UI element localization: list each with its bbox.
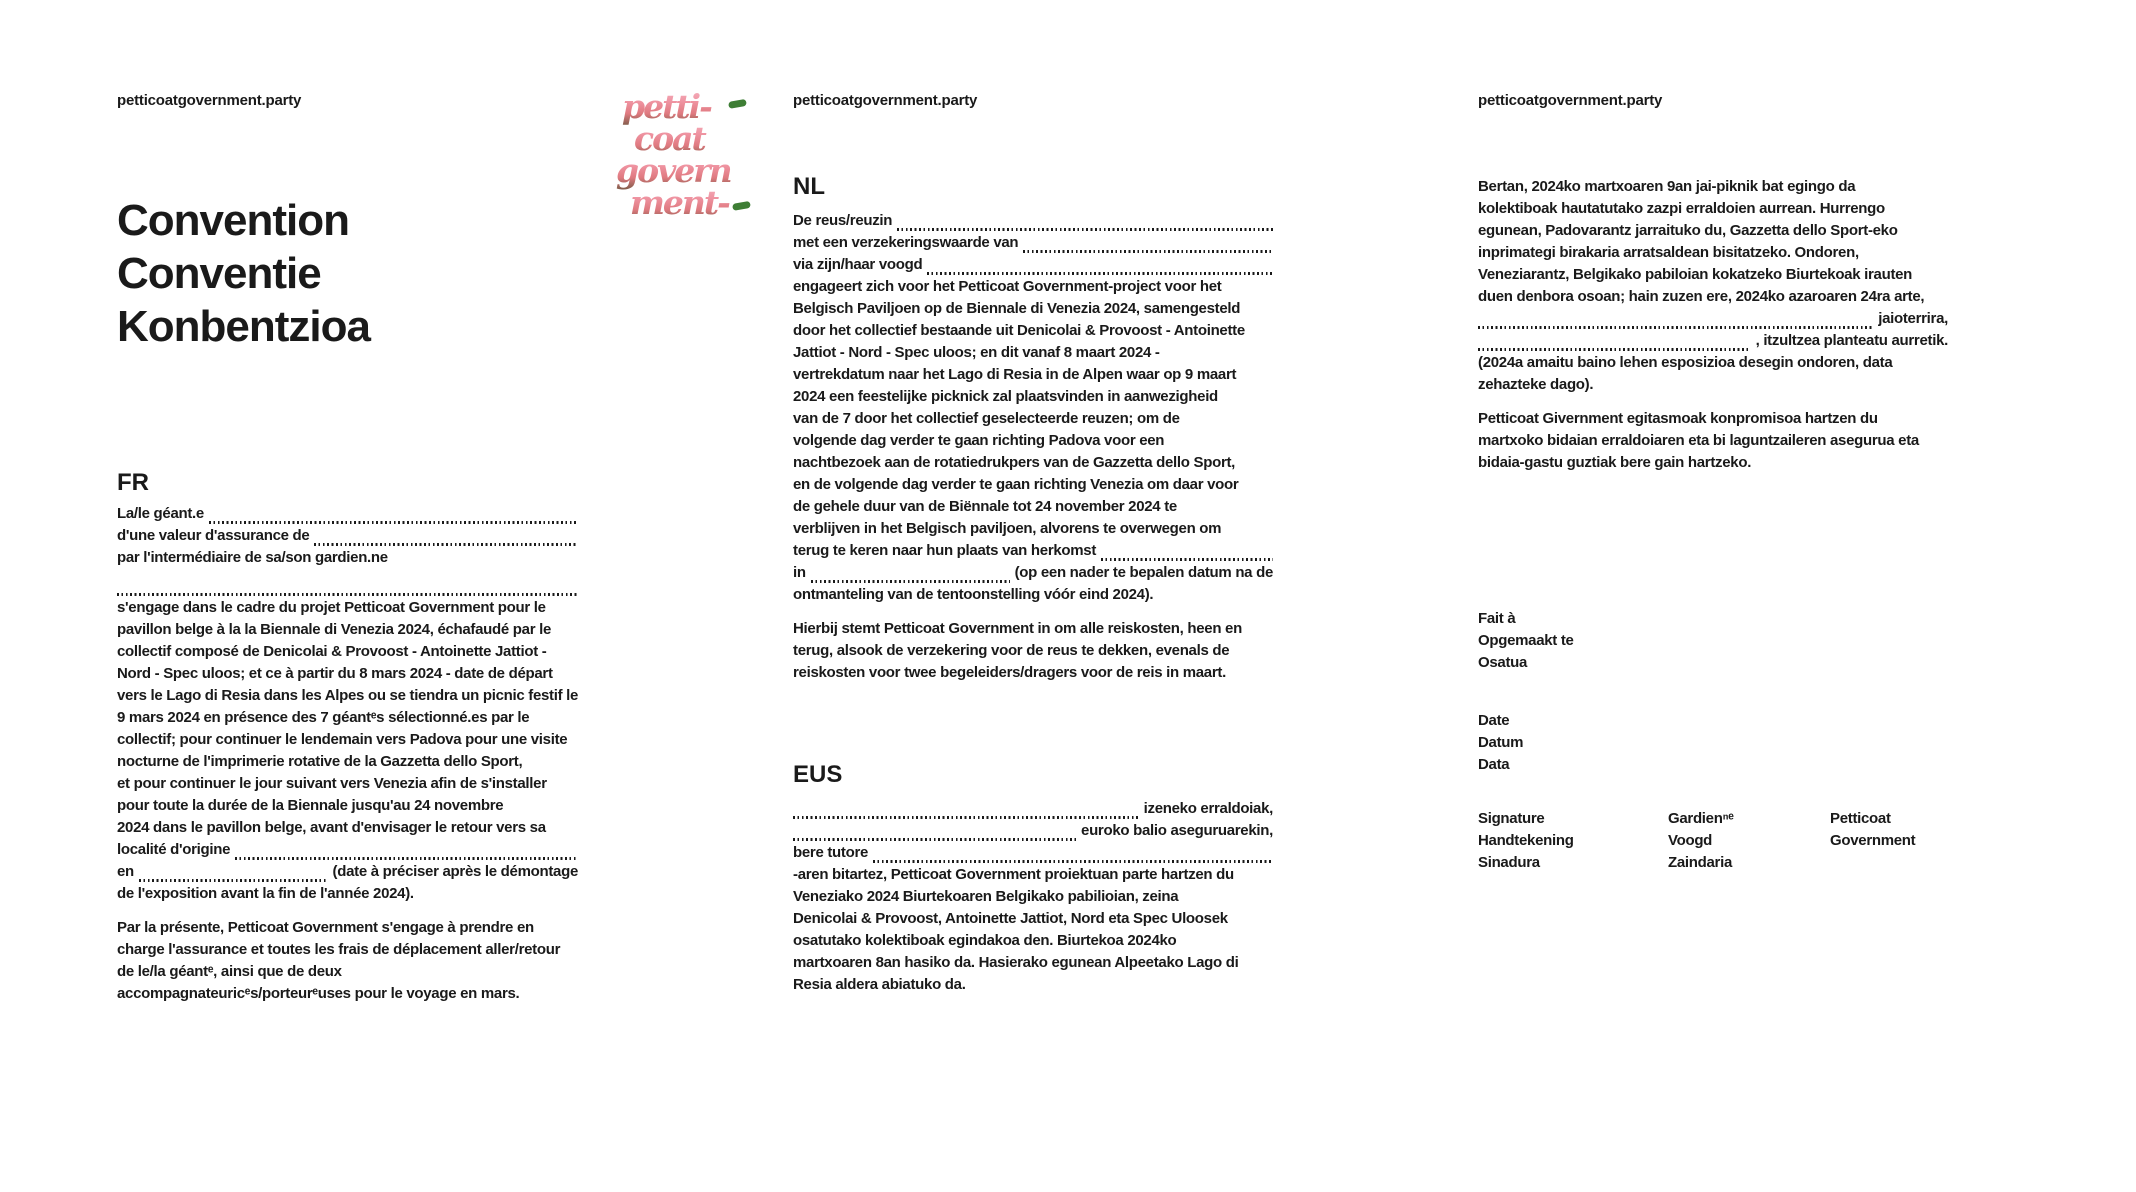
line-text: engageert zich voor het Petticoat Government-project voor het [793, 278, 1222, 295]
text-line [793, 300, 1273, 322]
dotted-leader [1101, 558, 1273, 560]
line-text: d'une valeur d'assurance de [117, 527, 310, 544]
dotted-leader [235, 857, 578, 859]
line-text: van de 7 door het collectief geselecteerde reuzen; om de [793, 410, 1180, 427]
text-line [1478, 454, 1948, 476]
line-text: Bertan, 2024ko martxoaren 9an jai-piknik bat egingo da [1478, 178, 1856, 195]
text-line [1478, 654, 1948, 676]
dotted-leader [897, 228, 1273, 230]
text-line [793, 322, 1273, 344]
line-text: vertrekdatum naar het Lago di Resia in de Alpen waar op 9 maart [793, 366, 1237, 383]
line-text: 2024 dans le pavillon belge, avant d'envisager le retour vers sa [117, 819, 546, 836]
text-line [793, 520, 1273, 542]
line-text: bidaia-gastu guztiak bere gain hartzeko. [1478, 454, 1752, 471]
eus-paragraph-3 [1478, 410, 1948, 476]
line-text: et pour continuer le jour suivant vers Venezia afin de s'installer [117, 775, 547, 792]
dotted-leader [314, 543, 578, 545]
line-text: (2024a amaitu baino lehen esposizioa desegin ondoren, data [1478, 354, 1893, 371]
line-text: pavillon belge à la la Biennale di Venezia 2024, échafaudé par le [117, 621, 552, 638]
logo-lettering-icon [610, 84, 762, 236]
text-line [793, 454, 1273, 476]
line-text: Nord - Spec uloos; et ce à partir du 8 mars 2024 - date de départ [117, 665, 553, 682]
text-line [793, 212, 1273, 234]
line-text: Date [1478, 712, 1510, 729]
text-line [793, 344, 1273, 366]
text-line [117, 841, 578, 863]
line-text: terug, alsook de verzekering voor de reus te dekken, evenals de [793, 642, 1230, 659]
dotted-leader [793, 816, 1139, 818]
text-line [117, 775, 578, 797]
text-line [117, 985, 578, 1007]
text-line [1478, 712, 1948, 734]
text-line [117, 819, 578, 841]
title-line-fr: Convention [117, 196, 349, 245]
text-line [117, 665, 578, 687]
line-text: Veneziako 2024 Biurtekoaren Belgikako pabilioian, zeina [793, 888, 1179, 905]
line-text: terug te keren naar hun plaats van herkomst [793, 542, 1097, 559]
line-text: en de volgende dag verder te gaan richting Venezia om daar voor [793, 476, 1239, 493]
line-text: egunean, Padovarantz jarraituko du, Gazzetta dello Sport-eko [1478, 222, 1898, 239]
eus-paragraph-2 [1478, 178, 1948, 398]
text-line [117, 731, 578, 753]
fr-dotted-rule [117, 577, 578, 599]
line-text: met een verzekeringswaarde van [793, 234, 1019, 251]
line-text: Voogd [1668, 832, 1713, 849]
line-text: duen denbora osoan; hain zuzen ere, 2024ko azaroaren 24ra arte, [1478, 288, 1925, 305]
text-line [1668, 832, 1830, 854]
fr-intro-lines [117, 505, 578, 571]
line-text: inprimategi birakaria arratsaldean bisitatzeko. Ondoren, [1478, 244, 1859, 261]
dotted-leader [1478, 326, 1873, 328]
line-text: jaioterrira, [1878, 310, 1948, 327]
text-line [1478, 244, 1948, 266]
text-line [793, 432, 1273, 454]
line-text: 9 mars 2024 en présence des 7 géantᵉs sélectionné.es par le [117, 709, 530, 726]
text-line [793, 586, 1273, 608]
dotted-leader [117, 593, 578, 595]
petticoat-government-logo [610, 84, 762, 236]
text-line [117, 941, 578, 963]
heading-nl: NL [793, 173, 825, 200]
text-line [1478, 354, 1948, 376]
dotted-leader [793, 838, 1076, 840]
nl-paragraph-2 [793, 620, 1273, 686]
eus-paragraph-1 [793, 800, 1273, 998]
logo-green-dash-top-icon [728, 99, 747, 109]
line-text: en [117, 863, 134, 880]
heading-eus: EUS [793, 761, 843, 788]
text-line [793, 910, 1273, 932]
text-line [1668, 854, 1830, 876]
text-line [1478, 734, 1948, 756]
line-text: Belgisch Paviljoen op de Biennale di Venezia 2024, samengesteld [793, 300, 1241, 317]
logo-text-line3: govern [616, 151, 731, 190]
line-text: ontmanteling van de tentoonstelling vóór eind 2024). [793, 586, 1154, 603]
text-line [1478, 610, 1948, 632]
fr-paragraph-2 [117, 919, 578, 1007]
line-text: volgende dag verder te gaan richting Padova voor een [793, 432, 1165, 449]
text-line [1830, 810, 1948, 832]
logo-text-line1: petti- [622, 87, 711, 126]
line-text: de gehele duur van de Biënnale tot 24 november 2024 te [793, 498, 1177, 515]
closing-guardian-labels [1668, 810, 1830, 876]
text-line [793, 476, 1273, 498]
text-line [117, 505, 578, 527]
text-line [117, 687, 578, 709]
text-line [793, 366, 1273, 388]
fr-paragraph-1 [117, 599, 578, 907]
text-line [793, 410, 1273, 432]
text-line [793, 388, 1273, 410]
line-text: collectif composé de Denicolai & Provoost - Antoinette Jattiot - [117, 643, 547, 660]
line-text: verblijven in het Belgisch paviljoen, alvorens te overwegen om [793, 520, 1222, 537]
line-text: accompagnateuricᵉs/porteurᵉuses pour le voyage en mars. [117, 985, 520, 1002]
text-line [117, 643, 578, 665]
text-line [793, 564, 1273, 586]
logo-text-line4: ment- [630, 183, 729, 222]
line-text: , itzultzea planteatu aurretik. [1755, 332, 1948, 349]
line-text: Opgemaakt te [1478, 632, 1574, 649]
line-text: de l'exposition avant la fin de l'année 2024). [117, 885, 414, 902]
line-text: nocturne de l'imprimerie rotative de la Gazzetta dello Sport, [117, 753, 523, 770]
line-text: izeneko erraldoiak, [1143, 800, 1273, 817]
site-url: petticoatgovernment.party [1478, 92, 1663, 109]
column-fr [117, 92, 578, 1007]
title-line-nl: Conventie [117, 249, 321, 298]
text-line [793, 542, 1273, 564]
text-line [1478, 432, 1948, 454]
line-text: pour toute la durée de la Biennale jusqu'au 24 novembre [117, 797, 504, 814]
text-line [793, 234, 1273, 256]
line-text: Petticoat Givernment egitasmoak konpromisoa hartzen du [1478, 410, 1878, 427]
text-line [793, 822, 1273, 844]
closing-signature-labels [1478, 810, 1668, 876]
line-text: Zaindaria [1668, 854, 1732, 871]
line-text: (date à préciser après le démontage [332, 863, 578, 880]
text-line [1478, 376, 1948, 398]
text-line [1668, 810, 1830, 832]
line-text: localité d'origine [117, 841, 231, 858]
line-text: La/le géant.e [117, 505, 204, 522]
line-text: Petticoat [1830, 810, 1891, 827]
text-line [117, 527, 578, 549]
text-line [1478, 332, 1948, 354]
line-text: Handtekening [1478, 832, 1574, 849]
line-text: zehazteke dago). [1478, 376, 1594, 393]
closing-made-at-labels [1478, 610, 1948, 676]
line-text: charge l'assurance et toutes les frais de déplacement aller/retour [117, 941, 561, 958]
text-line [793, 642, 1273, 664]
closing-date-labels [1478, 712, 1948, 778]
text-line [793, 844, 1273, 866]
text-line [1478, 632, 1948, 654]
site-url: petticoatgovernment.party [117, 92, 302, 109]
text-line [793, 800, 1273, 822]
text-line [793, 866, 1273, 888]
line-text: via zijn/haar voogd [793, 256, 923, 273]
text-line [117, 621, 578, 643]
text-line [793, 888, 1273, 910]
text-line [1830, 832, 1948, 854]
line-text: Hierbij stemt Petticoat Government in om alle reiskosten, heen en [793, 620, 1242, 637]
text-line [793, 256, 1273, 278]
line-text: Resia aldera abiatuko da. [793, 976, 966, 993]
line-text: Government [1830, 832, 1916, 849]
text-line [1478, 410, 1948, 432]
line-text: kolektiboak hautatutako zazpi erraldoien aurrean. Hurrengo [1478, 200, 1885, 217]
text-line [793, 278, 1273, 300]
text-line [1478, 200, 1948, 222]
line-text: Signature [1478, 810, 1545, 827]
dotted-leader [1478, 348, 1751, 350]
line-text: collectif; pour continuer le lendemain vers Padova pour une visite [117, 731, 568, 748]
line-text: Par la présente, Petticoat Government s'engage à prendre en [117, 919, 534, 936]
text-line [117, 863, 578, 885]
line-text: s'engage dans le cadre du projet Petticoat Government pour le [117, 599, 546, 616]
dotted-leader [139, 879, 328, 881]
title-line-eus: Konbentzioa [117, 302, 370, 351]
text-line [793, 954, 1273, 976]
text-line [1478, 832, 1668, 854]
line-text: nachtbezoek aan de rotatiedrukpers van de Gazzetta dello Sport, [793, 454, 1236, 471]
text-line [117, 797, 578, 819]
line-text: Sinadura [1478, 854, 1540, 871]
text-line [117, 919, 578, 941]
line-text: Jattiot - Nord - Spec uloos; en dit vanaf 8 maart 2024 - [793, 344, 1160, 361]
nl-paragraph-1 [793, 212, 1273, 608]
line-text: in [793, 564, 806, 581]
text-line [1478, 756, 1948, 778]
line-text: 2024 een feestelijke picknick zal plaatsvinden in aanwezigheid [793, 388, 1218, 405]
line-text: Datum [1478, 734, 1524, 751]
text-line [1478, 854, 1668, 876]
text-line [117, 963, 578, 985]
line-text: De reus/reuzin [793, 212, 893, 229]
closing-signature-row [1478, 810, 1948, 876]
text-line [1478, 178, 1948, 200]
line-text: Fait à [1478, 610, 1516, 627]
text-line [1478, 810, 1668, 832]
logo-green-dash-bottom-icon [732, 201, 751, 211]
line-text: osatutako kolektiboak egindakoa den. Biurtekoa 2024ko [793, 932, 1177, 949]
line-text: Gardienⁿᵉ [1668, 810, 1734, 827]
text-line [1478, 310, 1948, 332]
line-text: de le/la géantᵉ, ainsi que de deux [117, 963, 342, 980]
column-nl-eus [793, 92, 1273, 998]
line-text: Denicolai & Provoost, Antoinette Jattiot, Nord eta Spec Uloosek [793, 910, 1228, 927]
text-line [117, 599, 578, 621]
text-line [793, 498, 1273, 520]
line-text: Osatua [1478, 654, 1528, 671]
column-eus-closing [1478, 92, 1948, 876]
dotted-leader [927, 272, 1273, 274]
text-line [1478, 222, 1948, 244]
text-line [117, 577, 578, 599]
text-line [117, 549, 578, 571]
line-text: Data [1478, 756, 1510, 773]
line-text: martxoko bidaian erraldoiaren eta bi laguntzaileren asegurua eta [1478, 432, 1919, 449]
site-url: petticoatgovernment.party [793, 92, 978, 109]
text-line [1478, 266, 1948, 288]
line-text: vers le Lago di Resia dans les Alpes ou se tiendra un picnic festif le [117, 687, 579, 704]
dotted-leader [811, 580, 1010, 582]
dotted-leader [1023, 250, 1273, 252]
line-text: door het collectief bestaande uit Denicolai & Provoost - Antoinette [793, 322, 1245, 339]
text-line [793, 664, 1273, 686]
line-text: -aren bitartez, Petticoat Government proiektuan parte hartzen du [793, 866, 1234, 883]
text-line [793, 932, 1273, 954]
dotted-leader [209, 521, 578, 523]
text-line [1478, 288, 1948, 310]
line-text: bere tutore [793, 844, 869, 861]
text-line [793, 620, 1273, 642]
text-line [793, 976, 1273, 998]
text-line [117, 709, 578, 731]
text-line [117, 753, 578, 775]
line-text: euroko balio aseguruarekin, [1081, 822, 1273, 839]
line-text: (op een nader te bepalen datum na de [1014, 564, 1273, 581]
line-text: reiskosten voor twee begeleiders/dragers voor de reis in maart. [793, 664, 1226, 681]
text-line [117, 885, 578, 907]
logo-text-line2: coat [634, 119, 705, 158]
heading-fr: FR [117, 469, 149, 496]
document-title [117, 194, 578, 353]
closing-petticoat-government-label [1830, 810, 1948, 876]
line-text: martxoaren 8an hasiko da. Hasierako egunean Alpeetako Lago di [793, 954, 1239, 971]
line-text: par l'intermédiaire de sa/son gardien.ne [117, 549, 388, 566]
dotted-leader [873, 860, 1273, 862]
line-text: Veneziarantz, Belgikako pabiloian kokatzeko Biurtekoak irauten [1478, 266, 1913, 283]
